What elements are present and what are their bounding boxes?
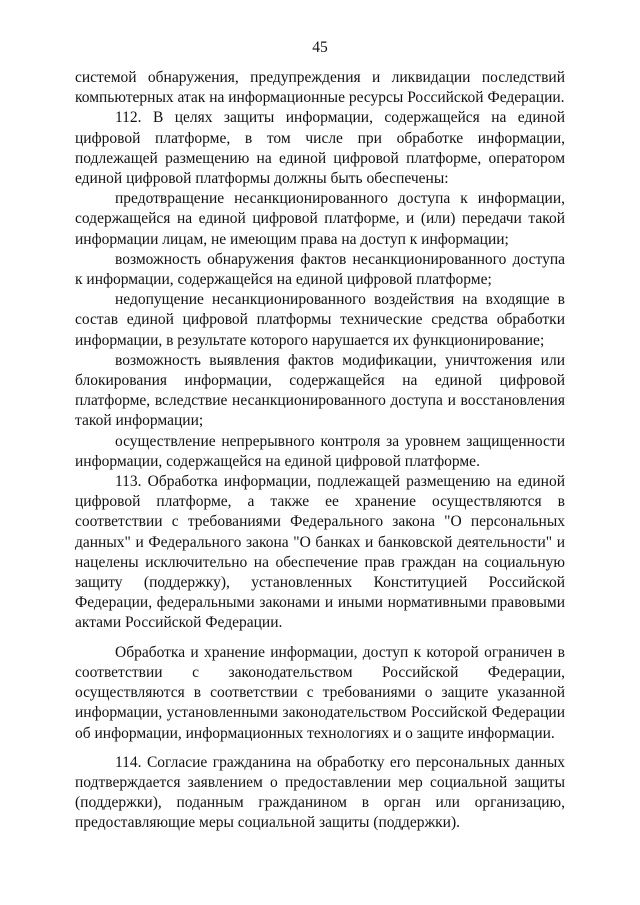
paragraph-clause-114: 114. Согласие гражданина на обработку его персональных данных подтверждается заявлением о предоставлении мер социальной защиты (поддержки), поданным гражданином в орган или организацию, предоставляющие меры социальной защиты (поддержки). [75,753,565,832]
paragraph-list-item: предотвращение несанкционированного доступа к информации, содержащейся на единой цифровой платформе, и (или) передачи такой информации лицам, не имеющим права на доступ к информации; [75,190,565,248]
paragraph-list-item: возможность выявления фактов модификации, уничтожения или блокирования информации, содержащейся на единой цифровой платформе, вследствие несанкционированного доступа и восстановления такой информации; [75,351,565,430]
page-number: 45 [312,39,328,56]
document-body [75,68,565,834]
paragraph-restricted-info: Обработка и хранение информации, доступ к которой ограничен в соответствии с законодательством Российской Федерации, осуществляются в соответствии с требованиями о защите указанной информации, установленными законодательством Российской Федерации об информации, информационных технологиях и о защите информации. [75,643,565,742]
paragraph-clause-112: 112. В целях защиты информации, содержащейся на единой цифровой платформе, в том числе при обработке информации, подлежащей размещению на единой цифровой платформе, оператором единой цифровой платформы должны быть обеспечены: [75,109,565,188]
paragraph-clause-113: 113. Обработка информации, подлежащей размещению на единой цифровой платформе, а также ее хранение осуществляются в соответствии с требованиями Федерального закона "О персональных данных" и Федерального закона "О банках и банковской деятельности" и нацелены исключительно на обеспечение прав граждан на социальную защиту (поддержку), установленных Конституцией Российской Федерации, федеральными законами и иными нормативными правовыми актами Российской Федерации. [75,473,565,632]
paragraph-list-item: недопущение несанкционированного воздействия на входящие в состав единой цифровой платформы технические средства обработки информации, в результате которого нарушается их функционирование; [75,291,565,349]
paragraph-list-item: осуществление непрерывного контроля за уровнем защищенности информации, содержащейся на единой цифровой платформе. [75,432,565,470]
paragraph-list-item: возможность обнаружения фактов несанкционированного доступа к информации, содержащейся на единой цифровой платформе; [75,250,565,289]
paragraph-continuation: системой обнаружения, предупреждения и ликвидации последствий компьютерных атак на информационные ресурсы Российской Федерации. [75,69,565,107]
